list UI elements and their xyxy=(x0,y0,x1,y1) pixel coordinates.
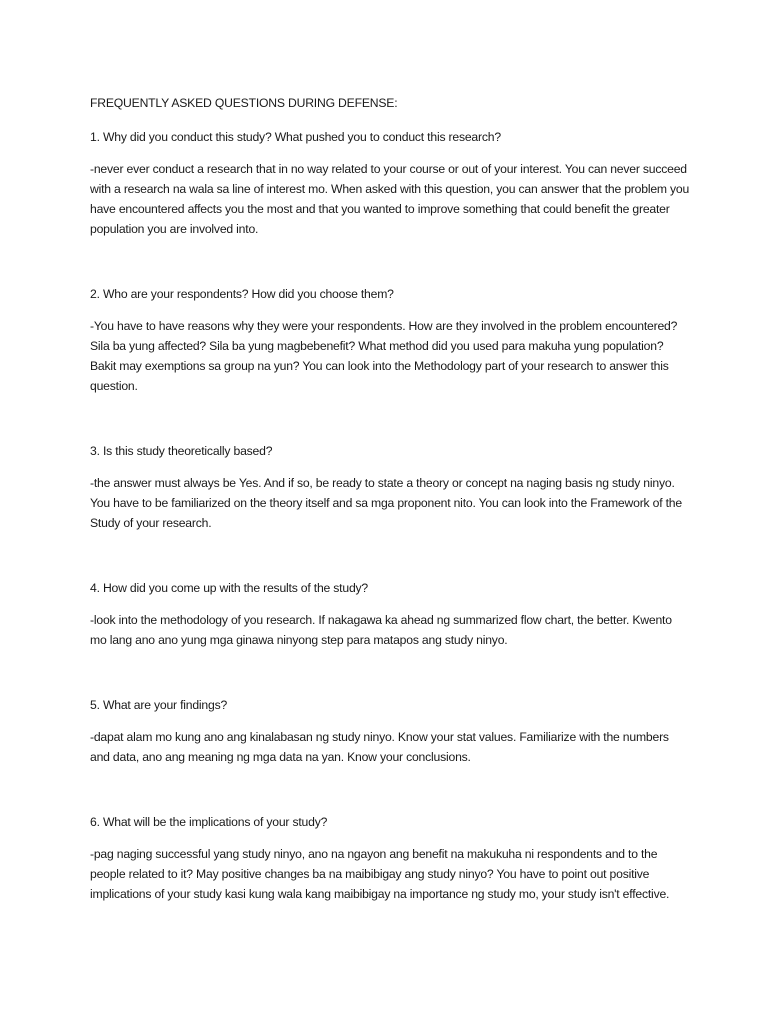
question-1: 1. Why did you conduct this study? What pushed you to conduct this research? xyxy=(90,130,501,144)
question-4: 4. How did you come up with the results of the study? xyxy=(90,581,368,595)
document-title: FREQUENTLY ASKED QUESTIONS DURING DEFENSE: xyxy=(90,96,398,110)
answer-1: -never ever conduct a research that in no way related to your course or out of your interest. You can never succeed with a research na wala sa line of interest mo. When asked with this question, you can answer that the problem you have encountered affects you the most and that you wanted to improve something that could benefit the greater population you are involved into. xyxy=(90,162,690,236)
question-5: 5. What are your findings? xyxy=(90,698,228,712)
answer-6: -pag naging successful yang study ninyo, ano na ngayon ang benefit na makukuha ni respondents and to the people related to it? May positive changes ba na maibibigay ang study ninyo? You have to point out positive implications of your study kasi kung wala kang maibibigay na importance ng study mo, your study isn't effective. xyxy=(90,847,670,901)
question-2: 2. Who are your respondents? How did you choose them? xyxy=(90,287,394,301)
answer-2: -You have to have reasons why they were your respondents. How are they involved in the problem encountered? Sila ba yung affected? Sila ba yung magbebenefit? What method did you used para makuha yung population? Bakit may exemptions sa group na yun? You can look into the Methodology part of your research to answer this question. xyxy=(90,319,678,393)
question-6: 6. What will be the implications of your study? xyxy=(90,815,328,829)
document-content xyxy=(90,93,690,904)
answer-3: -the answer must always be Yes. And if so, be ready to state a theory or concept na naging basis ng study ninyo. You have to be familiarized on the theory itself and sa mga proponent nito. You can look into the Framework of the Study of your research. xyxy=(90,476,682,530)
answer-4: -look into the methodology of you research. If nakagawa ka ahead ng summarized flow chart, the better. Kwento mo lang ano ano yung mga ginawa ninyong step para matapos ang study ninyo. xyxy=(90,613,672,647)
answer-5: -dapat alam mo kung ano ang kinalabasan ng study ninyo. Know your stat values. Familiarize with the numbers and data, ano ang meaning ng mga data na yan. Know your conclusions. xyxy=(90,730,669,764)
question-3: 3. Is this study theoretically based? xyxy=(90,444,273,458)
